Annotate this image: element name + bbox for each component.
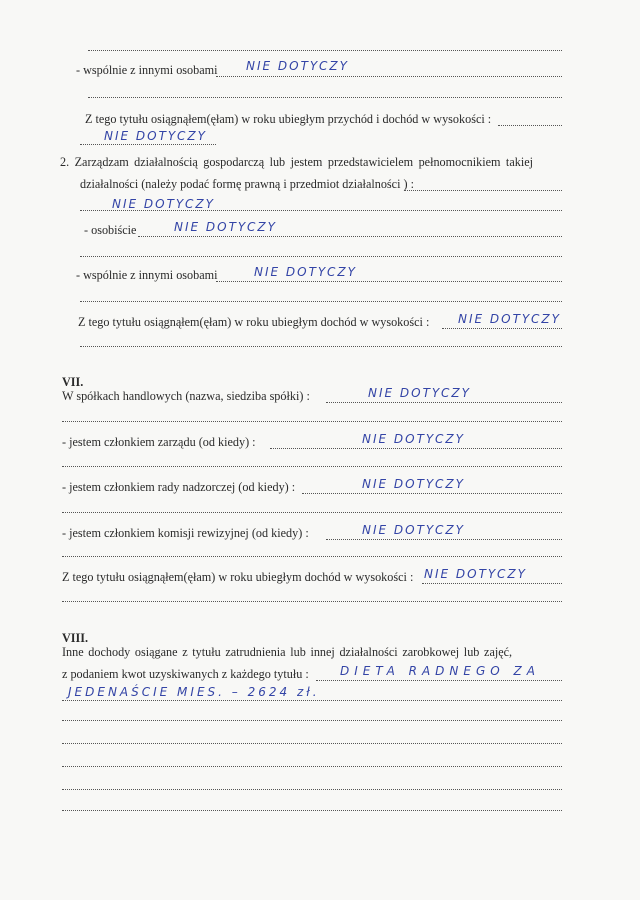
label-wspolnie-2: - wspólnie z innymi osobami: [76, 268, 218, 282]
fill-line: [498, 125, 562, 126]
fill-line: [62, 789, 562, 790]
label-przychod: Z tego tytułu osiągnąłem(ęłam) w roku ubiegłym przychód i dochód w wysokości :: [85, 112, 492, 126]
fill-line: [62, 466, 562, 467]
fill-line: [422, 583, 562, 584]
answer-viii-2: JEDENAŚCIE MIES. – 2624 zł.: [68, 685, 320, 699]
fill-line: [88, 50, 562, 51]
point-2-line1: 2. Zarządzam działalnością gospodarczą lub jestem przedstawicielem pełnomocnikiem takiej: [60, 155, 533, 169]
answer-wspolnie-2: NIE DOTYCZY: [254, 265, 357, 279]
label-wspolnie: - wspólnie z innymi osobami: [76, 63, 218, 77]
fill-line: [80, 144, 216, 145]
answer-dochod-7: NIE DOTYCZY: [424, 567, 527, 581]
answer-komisja: NIE DOTYCZY: [362, 523, 465, 537]
fill-line: [404, 190, 562, 191]
fill-line: [62, 700, 562, 701]
label-dochod-6: Z tego tytułu osiągnąłem(ęłam) w roku ubiegłym dochód w wysokości :: [78, 315, 430, 329]
answer-dochod-6: NIE DOTYCZY: [458, 312, 561, 326]
fill-line: [302, 493, 562, 494]
fill-line: [316, 680, 562, 681]
point-2-line2: działalności (należy podać formę prawną i przedmiot działalności ) :: [80, 177, 415, 191]
answer-przychod: NIE DOTYCZY: [104, 129, 207, 143]
fill-line: [326, 539, 562, 540]
label-rada: - jestem członkiem rady nadzorczej (od kiedy) :: [62, 480, 296, 494]
fill-line: [80, 301, 562, 302]
answer-spolki: NIE DOTYCZY: [368, 386, 471, 400]
fill-line: [62, 421, 562, 422]
fill-line: [80, 256, 562, 257]
fill-line: [62, 556, 562, 557]
label-zarzad: - jestem członkiem zarządu (od kiedy) :: [62, 435, 256, 449]
answer-viii-1: DIETA RADNEGO ZA: [340, 664, 540, 678]
label-osobiscie: - osobiście: [84, 223, 137, 237]
fill-line: [442, 328, 562, 329]
fill-line: [80, 346, 562, 347]
label-spolki: W spółkach handlowych (nazwa, siedziba spółki) :: [62, 389, 310, 403]
section-heading-viii: VIII.: [62, 631, 89, 645]
fill-line: [62, 743, 562, 744]
answer-rada: NIE DOTYCZY: [362, 477, 465, 491]
section-heading-vii: VII.: [62, 375, 84, 389]
fill-line: [88, 97, 562, 98]
answer-osobiscie: NIE DOTYCZY: [174, 220, 277, 234]
answer-point-2: NIE DOTYCZY: [112, 197, 215, 211]
fill-line: [62, 601, 562, 602]
fill-line: [62, 810, 562, 811]
fill-line: [216, 281, 562, 282]
label-komisja: - jestem członkiem komisji rewizyjnej (od kiedy) :: [62, 526, 309, 540]
answer-wspolnie: NIE DOTYCZY: [246, 59, 349, 73]
section-viii-line1: Inne dochody osiągane z tytułu zatrudnienia lub innej działalności zarobkowej lub zajęć,: [62, 645, 513, 659]
fill-line: [62, 720, 562, 721]
fill-line: [62, 512, 562, 513]
answer-zarzad: NIE DOTYCZY: [362, 432, 465, 446]
section-viii-line2: z podaniem kwot uzyskiwanych z każdego tytułu :: [62, 667, 309, 681]
label-dochod-7: Z tego tytułu osiągnąłem(ęłam) w roku ubiegłym dochód w wysokości :: [62, 570, 414, 584]
fill-line: [270, 448, 562, 449]
fill-line: [326, 402, 562, 403]
fill-line: [62, 766, 562, 767]
fill-line: [138, 236, 562, 237]
fill-line: [80, 210, 562, 211]
fill-line: [216, 76, 562, 77]
